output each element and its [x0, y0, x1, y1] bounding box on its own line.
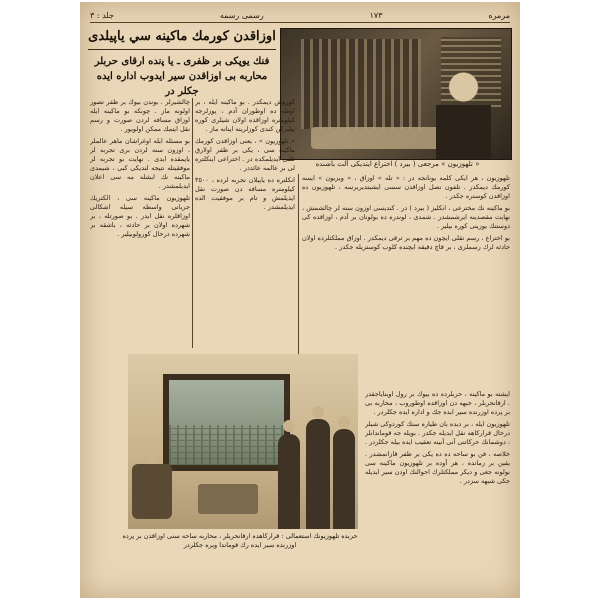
inventor-photo — [280, 28, 512, 160]
illustration-officer-head — [312, 406, 324, 418]
paragraph: انكلتره ده ياپيلان تجربه لرده ، ٣٥٠٠ كيلومتره مسافه دن صورت نقل ايديلمش و تام بر موفقيت الده ايديلمشدر . — [195, 176, 295, 211]
photo-machine-shape — [301, 39, 421, 129]
text-column-right-top — [302, 174, 510, 382]
paragraph: تلهوزيون ، هر ايكی كلمه يونانجه در : « تله » اوزاق ، « ويزيون » ايسه كورمك ديمكدر . تلفون نصل اوزاقدن سسى ايشيتديريرسه ، تلهوزيون ده اوزاقدن كوستره جكدر . — [302, 174, 510, 200]
photo-caption: « تلهوزيون » مرجعی ( بيرد ) اختراع ايتديكی آلت باشنده — [315, 160, 480, 168]
illustration-officer — [278, 434, 300, 529]
paragraph: ايشته بو ماكينه ، حربلرده ده بيوك بر رول اويناياجقدر . ارقانحربلر ، جبهه دن اوزاقده اوطوروب ، محاربه بی بر پرده اوزرنده سير ايده جك و اداره ايده جكلردر . — [365, 390, 510, 416]
paragraph: بو اختراع ، رسم نقلی ايچون ده مهم بر ترقی ديمكدر . اوزاق مملكتلرده اولان حادثه لرك رسملری ، بر قاچ دقيقه ايچنده كلوب كوستريله جكدر . — [302, 234, 510, 251]
newspaper-page — [80, 2, 520, 598]
article-subtitle: فنك يوپكی بر ظفری ـ يا ﭘنده ارقاى حربلر محاربه بی اوزاقدن سير ايدوب اداره ايده جكلر در — [94, 56, 270, 97]
illustration-battlefield — [169, 425, 284, 465]
illustration-seat — [132, 464, 172, 519]
paragraph: تلهوزيون ايله ، بر ديده بان طياره سنك كوردوكی شيلر درحال قرارکاهه نقل ايديله جكدر . بويله جه قوماندانلر ، دوشمانك حركاتنی آنی آنينه تعقيب ايده بيله جكلردر . — [365, 420, 510, 446]
paragraph: « تلهوزيون » ، يعنى اوزاقدن كورمك ماكينه سی ، يكی بر ظفر اولارق تلقی ايديلمكده در . اختراعى اينكلتره لی بر عالمه عائددر . — [195, 137, 295, 172]
war-room-illustration — [128, 354, 358, 529]
text-column-left — [90, 98, 190, 348]
header-page-number: ١٧٣ — [369, 10, 383, 20]
paragraph: چالشيرلر . بوندن بيوك بر ظفر تصور اولونه ماز . چونكه بو ماكينه ايله اوزاق مسافه لردن صورت و رسم نقل ايتمك ممكن اولويور . — [90, 98, 190, 133]
header-label-center: رسمی رسمه — [219, 10, 264, 20]
paragraph: بو ماكينه نك مخترعی ، انكليز ( بيرد ) در . كنديسی اوزون سنه لر چالشمش ، نهايت مقصدينه ايرشمشدر . شمدی ، لوندره ده بولونان بر آدم ، اوزاقده كی دوستنك يوزينی كوره بيلير . — [302, 204, 510, 230]
paragraph: تلهوزيون ماكينه سی ، الكتريك جريانى واسطه سيله اشكالى اوزاقلره نقل ايدر . بو صورتله ، بر شهرده اولان بر حادثه ، باشقه بر شهرده درحال كورولوبيلير . — [90, 194, 190, 238]
column-divider — [192, 98, 193, 348]
text-column-right-bottom — [365, 390, 510, 590]
page-header — [90, 8, 510, 23]
illustration-officer — [306, 419, 330, 529]
illustration-screen — [163, 374, 290, 471]
paragraph: خلاصه ، فن بو ساحه ده ده يكی بر ظفر قازانمشدر . يقين بر زمانده ، هر أوده بر تلهوزيون ماكينه سی بولونه جغی و ديكر مملكتلرك احوالنك اودن سير ايديله جكی شبهه سزدر . — [365, 450, 510, 485]
header-label-left: جلد : ٣ — [90, 10, 114, 20]
text-column-middle — [195, 98, 295, 348]
illustration-seated-head — [146, 452, 158, 464]
article-title-block — [88, 28, 276, 99]
illustration-caption: حربده تلهوزيونك استعمالی : قرارکاهده ارقانحربلر ، محاربه ساحه سنی اوزاقدن بر پرده اوزرنده سير ايده رك قوماندا ويره جكلردر — [122, 532, 358, 549]
article-title: اوزاقدن كورمك ماكينه سي ياپيلدى — [88, 28, 276, 50]
header-label-right: مرمره — [488, 10, 510, 20]
paragraph: بو مسئله ايله اوغراشان ماهر عالملر ، اوزون سنه لردن برى تجربه لر ياپمقده ايدى . نهايت بو تجربه لر موفقيتله نتيجه لنديكی كبی ، شيمدی ماكينه نك ايشله مه سی اعلان ايديلمشدر . — [90, 137, 190, 190]
illustration-projector — [198, 484, 258, 514]
photo-desk-shape — [311, 127, 451, 149]
illustration-officer-head — [283, 420, 295, 432]
illustration-officer — [333, 429, 355, 529]
paragraph: كوروش ديمكدر . بو ماكينه ايله ، بر اوطه ده اوطوران آدم ، يوزلرجه كيلومتره اوزاقده اولان شيلری كوره بيليركن كندی كوزلرينه اينانه ماز . — [195, 98, 295, 133]
illustration-officer-head — [338, 416, 350, 428]
photo-figure-shape — [436, 69, 491, 159]
column-divider — [298, 174, 299, 382]
